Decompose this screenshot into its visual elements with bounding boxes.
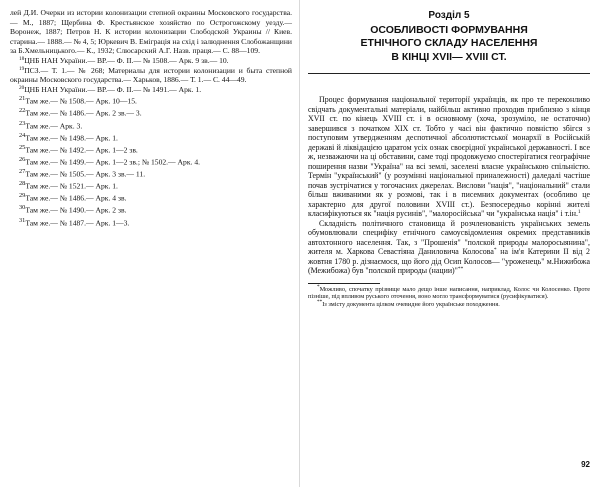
footnote-text: Із змісту документа цілком очевидне його українське походження. [322, 301, 500, 309]
endnote-text: Там же.— № 1487.— Арк. 1—3. [25, 218, 130, 228]
body-paragraph-1 [308, 95, 590, 219]
endnote-text: Там же.— № 1498.— Арк. 1. [25, 133, 118, 143]
endnote-18 [10, 56, 292, 66]
endnote-number: 30 [19, 204, 26, 212]
endnote-text: Там же.— № 1521.— Арк. 1. [25, 181, 118, 191]
chapter-title-line-3: В КІНЦІ XVII— XVIII СТ. [391, 50, 507, 63]
footnote-mark: ** [317, 299, 323, 306]
paragraph-text: Складність політичного становища й розчленованість українських земель обумовлювали специфіку етнічного самоусвідомлення окремих представників автохтонного населення. Так, з "Прошенія" "полской природы малоросыянина", жителя м. Харкова Севастіяна Даниловича Колосова [308, 218, 590, 256]
footnote-2 [308, 301, 590, 309]
endnote-20 [10, 85, 292, 95]
footnote-reference-double-star: ** [457, 266, 464, 272]
endnote-29 [10, 191, 292, 203]
chapter-body [308, 95, 590, 276]
paragraph-text: Процес формування національної території українців, як про те переконливо свідчать документальні матеріали, найбільш активно проходив приблизно з кінця XVII ст. по кінець XVIII ст. і в основному (хоча, зрозуміло, не остаточно) завершився з початком XIX ст. Тобто у часі він фактично повністю збігся з поступовим утвердженням деспотичної абсолютистської монархії в Російській державі й ліквідацією царатом усіх ознак своєрідної української державності. І все ж, незважаючи на ці обставини, саме тоді продовжуємо спостерігатися географічне поширення назви "Україна" на всі землі, заселені власне українською спільністю. Термін "український" (у розумінні національної приналежності) даледалі частіше почав зустрічатися у тогочасних джерелах. Вислови "нація", "національний" стали більш вживаними як у розмові, так і в писемних документах (особливо це характерно для другої половини XVIII ст.). Безпосередньо корінні жителі класифікуються як "нація русинів", "малоросійська" чи "українська нація" і т.ін. [308, 95, 590, 218]
endnote-30 [10, 203, 292, 215]
endnote-number: 25 [19, 143, 26, 151]
note-reference-1: 1 [577, 209, 581, 215]
endnote-number: 22 [19, 107, 26, 115]
chapter-heading [308, 10, 590, 63]
endnote-23 [10, 119, 292, 131]
endnote-number: 19 [19, 65, 25, 72]
endnote-number: 18 [19, 55, 25, 62]
endnote-text: Там же.— Арк. 3. [25, 121, 83, 131]
endnote-31 [10, 216, 292, 228]
endnote-text: Там же.— № 1486.— Арк. 2 зв.— 3. [25, 109, 142, 118]
endnote-27 [10, 167, 292, 179]
endnote-text: Там же.— № 1486.— Арк. 4 зв. [25, 193, 127, 203]
intro-reference-paragraph: лей Д.И. Очерки из истории колонизации степной окраины Московского государства.— М., 1887; Щербина Ф. Крестьянское хозяйство по Острогожскому уезду.— Воронеж, 1887; Петров Н. К истории колонизации Слободской Украины // Киев. старина.— 1888.— № 4, 5; Юркевич В. Еміграція на схід і залюднення Слобожанщини за Б.Хмельницького.— К., 1932; Слюсарский А.Г. Назв. праця.— С. 88—109. [10, 8, 292, 56]
footnote-reference-star: * [493, 247, 497, 253]
footnote-text: Можливо, спочатку прізвище мало дещо інше написання, наприклад, Колос чи Колосенко. Проте пізніше, під впливом руського оточення, воно могло трансформуватися (русифікуватися). [308, 285, 590, 301]
endnote-number: 20 [19, 84, 25, 91]
endnote-number: 29 [19, 192, 26, 200]
page-number: 92 [581, 460, 590, 469]
endnote-26 [10, 155, 292, 167]
endnote-21 [10, 94, 292, 106]
endnote-number: 26 [19, 155, 26, 163]
footnote-mark: * [317, 283, 320, 290]
endnote-25 [10, 143, 292, 155]
endnote-22 [10, 106, 292, 118]
heading-rule [308, 73, 590, 74]
right-page [308, 8, 590, 309]
endnote-text: ЦНБ НАН України.— ВР.— Ф. II.— № 1491.— Арк. 1. [24, 84, 202, 94]
endnote-number: 23 [19, 119, 26, 127]
left-page [10, 8, 292, 228]
body-paragraph-2 [308, 219, 590, 276]
endnote-number: 24 [19, 131, 26, 139]
paragraph-text-continued: на ім'я Катерини II від 2 жовтня 1780 р. дізнаємося, що його дід Осип Колосов— "уроженець" м.Нижибожа (Межибожа) був "полской природы (нации)" [308, 247, 590, 275]
endnote-text: ЦНБ НАН України.— ВР.— Ф. II.— № 1508.— Арк. 9 зв.— 10. [24, 55, 229, 65]
endnote-text: Там же.— № 1492.— Арк. 1—2 зв. [25, 145, 138, 155]
footnote-1 [308, 283, 590, 302]
endnote-19 [10, 66, 292, 85]
book-gutter [299, 0, 300, 487]
chapter-title-line-1: ОСОБЛИВОСТІ ФОРМУВАННЯ [370, 23, 528, 36]
chapter-title-line-2: ЕТНІЧНОГО СКЛАДУ НАСЕЛЕННЯ [360, 37, 538, 49]
endnote-number: 27 [19, 168, 26, 176]
endnote-text: Там же.— № 1490.— Арк. 2 зв. [25, 206, 127, 215]
endnote-text: Там же.— № 1508.— Арк. 10—15. [25, 96, 137, 106]
chapter-label: Розділ 5 [428, 10, 470, 21]
endnote-text: Там же.— № 1499.— Арк. 1—2 зв.; № 1502.— Арк. 4. [25, 157, 201, 167]
endnote-list [10, 94, 292, 227]
endnote-28 [10, 179, 292, 191]
endnote-text: ПСЗ.— Т. 1.— № 268; Материалы для истории колонизации и быта степной окраины Московского государства.— Харьков, 1886.— Т. 1.— С. 44—49. [10, 65, 292, 85]
endnote-number: 21 [19, 95, 26, 103]
endnote-text: Там же.— № 1505.— Арк. 3 зв.— 11. [25, 169, 146, 179]
endnote-number: 28 [19, 180, 26, 188]
endnote-number: 31 [19, 216, 26, 224]
endnote-24 [10, 131, 292, 143]
